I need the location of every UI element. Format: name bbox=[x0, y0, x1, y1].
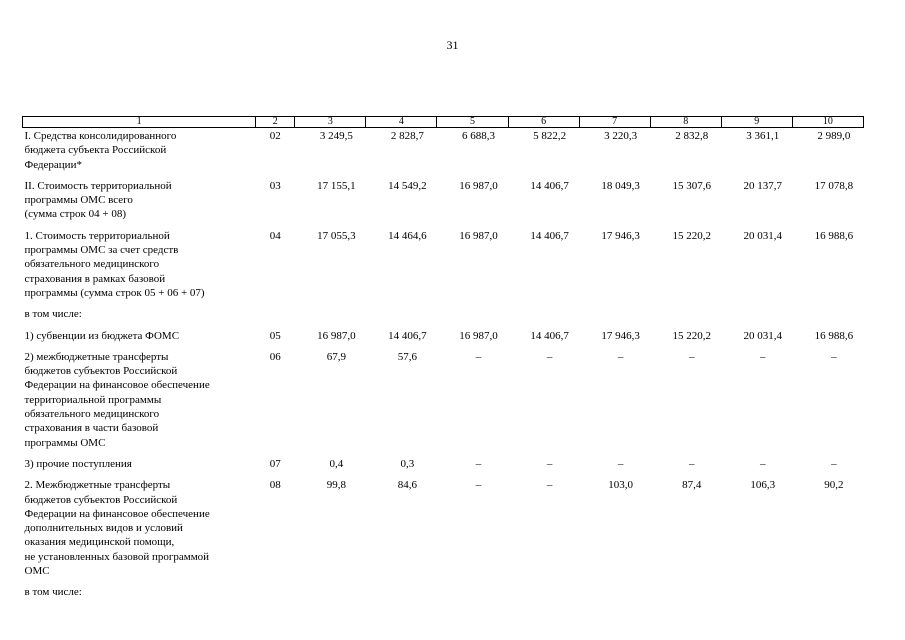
row-value: 17 946,3 bbox=[601, 229, 640, 242]
row-value: 84,6 bbox=[397, 479, 418, 492]
row-value bbox=[650, 584, 721, 605]
row-value: 16 987,0 bbox=[459, 179, 498, 192]
row-code: 08 bbox=[269, 479, 281, 492]
row-value: 20 031,4 bbox=[743, 229, 783, 242]
row-value: 67,9 bbox=[326, 350, 346, 363]
table-row bbox=[23, 584, 864, 605]
row-name: 2. Межбюджетные трансферты бюджетов субъектов Российской Федерации на финансовое обеспечение дополнительных видов и условий оказания медицинской помощи, не установленных базовой программой ОМС bbox=[24, 479, 210, 578]
row-value: 2 832,8 bbox=[675, 130, 709, 142]
row-value: 14 549,2 bbox=[388, 179, 427, 192]
row-value bbox=[437, 306, 508, 327]
table-row bbox=[23, 128, 864, 178]
table-row bbox=[23, 328, 864, 349]
page-number: 31 bbox=[446, 38, 459, 52]
row-value: 3 361,1 bbox=[746, 130, 780, 142]
row-value: 20 031,4 bbox=[743, 329, 783, 342]
row-code: 03 bbox=[269, 179, 281, 192]
row-value: 90,2 bbox=[824, 479, 844, 492]
row-value: 2 989,0 bbox=[817, 130, 851, 142]
row-value: – bbox=[475, 457, 482, 470]
row-value: 16 987,0 bbox=[459, 329, 498, 342]
table-row bbox=[23, 349, 864, 456]
row-value bbox=[792, 584, 863, 605]
table-row bbox=[23, 477, 864, 584]
column-number: 5 bbox=[437, 117, 508, 128]
row-value: – bbox=[475, 479, 482, 492]
row-value bbox=[437, 584, 508, 605]
row-name: II. Стоимость территориальной программы ОМС всего (сумма строк 04 + 08) bbox=[24, 179, 172, 221]
row-value: – bbox=[760, 350, 766, 363]
row-value: – bbox=[688, 457, 695, 470]
column-number: 4 bbox=[366, 117, 437, 128]
row-value: 3 220,3 bbox=[604, 130, 638, 142]
row-name: 1) субвенции из бюджета ФОМС bbox=[24, 329, 180, 342]
row-code: 06 bbox=[269, 350, 281, 363]
row-code: 05 bbox=[269, 329, 281, 342]
column-number: 1 bbox=[23, 117, 256, 128]
financing-table bbox=[22, 116, 864, 606]
row-value: 2 828,7 bbox=[390, 130, 424, 142]
row-value: 16 987,0 bbox=[459, 229, 498, 242]
row-value: 14 406,7 bbox=[388, 329, 427, 342]
row-value bbox=[295, 306, 366, 327]
row-value: 14 464,6 bbox=[388, 229, 427, 242]
row-value: 15 220,2 bbox=[672, 329, 711, 342]
row-code bbox=[256, 584, 295, 605]
table-row bbox=[23, 178, 864, 228]
row-value: – bbox=[617, 457, 624, 470]
row-value: – bbox=[546, 457, 553, 470]
table-row bbox=[23, 456, 864, 477]
row-value: – bbox=[546, 350, 553, 363]
row-value: – bbox=[831, 457, 837, 470]
row-value: – bbox=[475, 350, 482, 363]
row-code: 07 bbox=[269, 457, 281, 470]
row-value bbox=[366, 306, 437, 327]
column-number-row bbox=[23, 117, 864, 128]
row-value: 103,0 bbox=[608, 479, 634, 492]
row-value: 99,8 bbox=[326, 479, 346, 492]
column-number: 2 bbox=[256, 117, 295, 128]
row-value: 57,6 bbox=[397, 350, 418, 363]
row-value: 17 946,3 bbox=[601, 329, 640, 342]
row-value bbox=[650, 306, 721, 327]
row-code: 02 bbox=[269, 130, 281, 142]
row-value bbox=[366, 584, 437, 605]
row-value: 17 155,1 bbox=[317, 179, 356, 192]
row-name: 2) межбюджетные трансферты бюджетов субъектов Российской Федерации на финансовое обеспечение территориальной программы обязательного медицинского страхования в части базовой программы ОМС bbox=[24, 350, 210, 449]
row-value bbox=[508, 584, 579, 605]
row-value: – bbox=[831, 350, 837, 363]
row-value bbox=[792, 306, 863, 327]
row-value: 17 078,8 bbox=[814, 179, 854, 192]
row-value: 15 307,6 bbox=[672, 179, 711, 192]
row-value bbox=[508, 306, 579, 327]
row-value: 16 987,0 bbox=[317, 329, 356, 342]
column-number: 7 bbox=[579, 117, 650, 128]
row-value: 18 049,3 bbox=[601, 179, 640, 192]
row-value: 87,4 bbox=[682, 479, 702, 492]
row-value bbox=[579, 306, 650, 327]
row-value: 17 055,3 bbox=[317, 229, 356, 242]
row-value: – bbox=[617, 350, 624, 363]
column-number: 6 bbox=[508, 117, 579, 128]
table-row bbox=[23, 228, 864, 306]
row-value: 15 220,2 bbox=[672, 229, 711, 242]
row-value: – bbox=[688, 350, 695, 363]
row-value: 14 406,7 bbox=[530, 229, 569, 242]
row-value: 20 137,7 bbox=[743, 179, 783, 192]
row-value bbox=[295, 584, 366, 605]
row-code: 04 bbox=[269, 229, 281, 242]
row-value bbox=[721, 306, 792, 327]
row-value: 3 249,5 bbox=[319, 130, 353, 142]
row-value bbox=[721, 584, 792, 605]
row-value bbox=[579, 584, 650, 605]
row-name: I. Средства консолидированного бюджета субъекта Российской Федерации* bbox=[24, 130, 177, 171]
column-number: 9 bbox=[721, 117, 792, 128]
row-value: 14 406,7 bbox=[530, 329, 569, 342]
row-value: 16 988,6 bbox=[814, 229, 854, 242]
column-number: 3 bbox=[295, 117, 366, 128]
row-name: в том числе: bbox=[24, 586, 82, 599]
row-name: в том числе: bbox=[24, 308, 82, 321]
row-name: 1. Стоимость территориальной программы ОМС за счет средств обязательного медицинского страхования в рамках базовой программы (сумма строк 05 + 06 + 07) bbox=[24, 229, 205, 299]
row-value: 14 406,7 bbox=[530, 179, 569, 192]
row-value: 5 822,2 bbox=[533, 130, 567, 142]
row-name: 3) прочие поступления bbox=[24, 457, 132, 470]
row-value: 6 688,3 bbox=[461, 130, 495, 142]
row-value: 0,3 bbox=[400, 457, 415, 470]
row-value: – bbox=[546, 479, 553, 492]
column-number: 8 bbox=[650, 117, 721, 128]
row-value: 0,4 bbox=[329, 457, 344, 470]
row-value: 16 988,6 bbox=[814, 329, 854, 342]
row-value: – bbox=[760, 457, 766, 470]
table-row bbox=[23, 306, 864, 327]
column-number: 10 bbox=[792, 117, 863, 128]
row-code bbox=[256, 306, 295, 327]
row-value: 106,3 bbox=[750, 479, 776, 492]
